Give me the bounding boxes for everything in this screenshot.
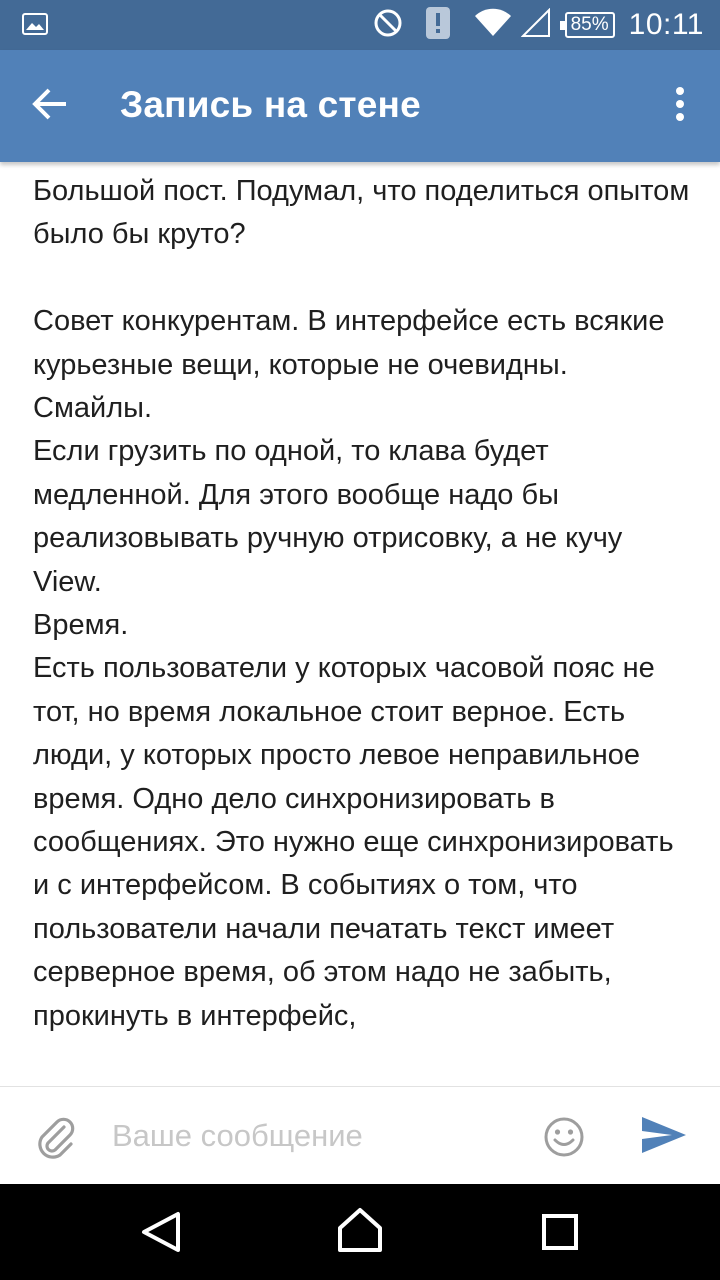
back-button[interactable]	[22, 78, 78, 134]
do-not-disturb-icon	[373, 8, 403, 43]
message-input[interactable]	[112, 1111, 522, 1161]
post-paragraph: Если грузить по одной, то клава будет медленной. Для этого вообще надо бы реализовывать ручную отрисовку, а не кучу View.	[33, 435, 623, 598]
post-paragraph: Смайлы.	[33, 392, 153, 425]
alert-icon	[425, 6, 451, 45]
more-vert-icon	[675, 86, 685, 127]
nav-recents-button[interactable]	[536, 1204, 584, 1260]
smiley-icon	[542, 1146, 586, 1163]
emoji-button[interactable]	[542, 1115, 586, 1159]
attach-button[interactable]	[34, 1115, 78, 1159]
post-blank-line	[33, 257, 693, 300]
nav-back-icon	[138, 1247, 186, 1264]
app-bar	[0, 50, 720, 162]
send-icon	[640, 1142, 688, 1159]
post-paragraph: Большой пост. Подумал, что поделиться опытом было бы круто?	[33, 175, 690, 251]
nav-recents-icon	[536, 1247, 584, 1264]
page-title: Запись на стене	[120, 84, 421, 125]
nav-back-button[interactable]	[138, 1204, 186, 1260]
status-icons	[373, 0, 704, 50]
signal-icon	[521, 8, 551, 43]
post-text	[33, 170, 693, 1086]
battery-icon: 85%	[565, 12, 615, 38]
clock: 10:11	[628, 8, 704, 41]
wifi-icon	[473, 8, 513, 43]
paperclip-icon	[34, 1146, 78, 1163]
gallery-icon	[22, 13, 48, 35]
send-button[interactable]	[640, 1115, 688, 1159]
post-paragraph: Есть пользователи у которых часовой пояс не тот, но время локальное стоит верное. Есть люди, у которых просто левое неправильное время. Одно дело синхронизировать в сообщениях. Это нужно еще синхронизировать и с интерфейсом. В событиях о том, что пользователи начали печатать текст имеет серверное время, об этом надо не забыть, прокинуть в интерфейс,	[33, 652, 674, 1032]
status-bar	[0, 0, 720, 50]
more-options-button[interactable]	[660, 78, 700, 134]
post-paragraph: Время.	[33, 609, 129, 642]
system-navigation-bar	[0, 1184, 720, 1280]
nav-home-button[interactable]	[334, 1200, 386, 1260]
nav-home-icon	[334, 1247, 386, 1264]
post-paragraph: Совет конкурентам. В интерфейсе есть всякие курьезные вещи, которые не очевидны.	[33, 305, 665, 381]
message-composer	[0, 1086, 720, 1184]
arrow-back-icon	[32, 88, 68, 125]
